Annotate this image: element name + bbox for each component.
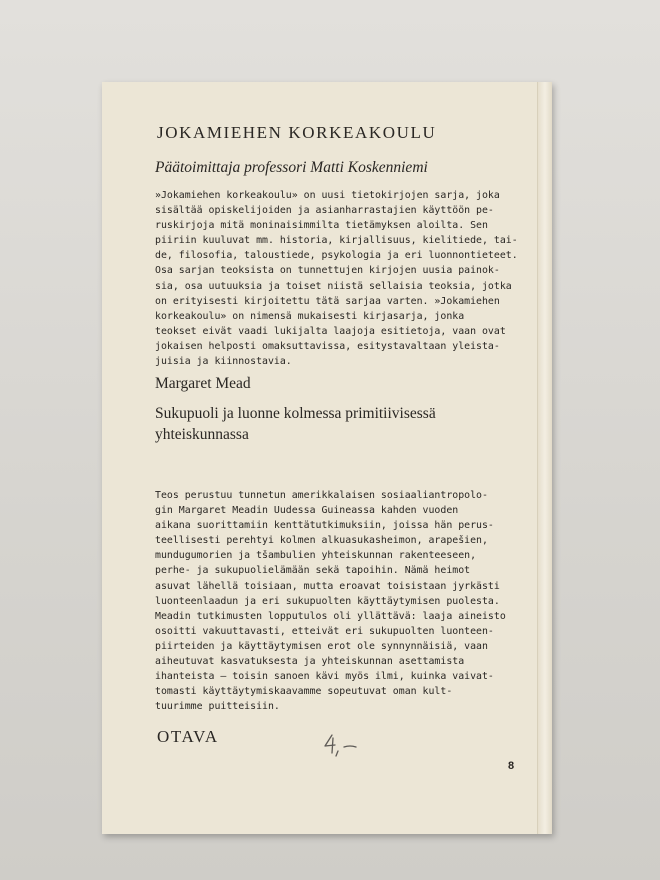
series-description-line: de, filosofia, taloustiede, psykologia ja eri luonnontieteet.: [155, 250, 518, 262]
series-description-line: piiriin kuuluvat mm. historia, kirjallisuus, kielitiede, tai-: [155, 235, 518, 247]
book-title-line: yhteiskunnassa: [155, 426, 249, 443]
series-description: [155, 188, 523, 369]
book-description-line: perhe- ja sukupuolielämään sekä tapoihin. Nämä heimot: [155, 565, 471, 577]
author-name: Margaret Mead: [155, 375, 251, 392]
book-description-line: Meadin tutkimusten lopputulos oli yllättävä: laaja aineisto: [155, 610, 506, 622]
editor-line: Päätoimittaja professori Matti Koskenniemi: [155, 159, 428, 176]
book-description-line: luonteenlaadun ja eri sukupuolten käyttäytymisen puolesta.: [155, 595, 500, 607]
book-description-line: tomasti käyttäytymiskaavamme sopeutuvat oman kult-: [155, 686, 453, 698]
book-description-line: mundugumorien ja tšambulien yhteiskunnan rakenteeseen,: [155, 550, 477, 562]
book-page-edge: [537, 82, 552, 834]
book-description-line: Teos perustuu tunnetun amerikkalaisen sosiaaliantropolo-: [155, 490, 488, 501]
series-description-line: juisia ja kiinnostavia.: [155, 356, 292, 368]
book-description-line: aiheutuvat kasvatuksesta ja yhteiskunnan asettamista: [155, 656, 465, 668]
book-description-line: tuurimme puitteisiin.: [155, 701, 280, 713]
series-description-line: »Jokamiehen korkeakoulu» on uusi tietokirjojen sarja, joka: [155, 190, 500, 201]
book-back-cover: [102, 82, 552, 834]
series-description-line: Osa sarjan teoksista on tunnettujen kirjojen uusia painok-: [155, 265, 500, 277]
book-description-line: aikana suorittamiin kenttätutkimuksiin, joissa hän perus-: [155, 520, 494, 532]
series-description-line: korkeakoulu» on nimensä mukaisesti kirjasarja, jonka: [155, 310, 465, 322]
book-title-line: Sukupuoli ja luonne kolmessa primitiivisessä: [155, 405, 436, 422]
series-description-line: sisältää opiskelijoiden ja asianharrastajien käyttöön pe-: [155, 205, 494, 217]
series-description-line: teokset eivät vaadi lukijalta laajoja esitietoja, vaan ovat: [155, 325, 506, 337]
book-description-line: piirteiden ja käyttäytymisen erot ole synnynnäisiä, vaan: [155, 640, 488, 652]
series-description-line: jokaisen helposti omaksuttavissa, esitystavaltaan yleista-: [155, 340, 500, 352]
book-description: [155, 488, 523, 714]
page-number: 8: [508, 760, 515, 772]
book-title: [155, 403, 535, 445]
book-description-line: ihanteista — toisin sanoen kävi myös ilmi, kuinka vaivat-: [155, 671, 494, 683]
book-description-line: asuvat lähellä toisiaan, mutta eroavat toisistaan jyrkästi: [155, 580, 500, 592]
book-description-line: gin Margaret Meadin Uudessa Guineassa kahden vuoden: [155, 505, 459, 517]
series-description-line: ruskirjoja mitä moninaisimmilta tietämyksen aloilta. Sen: [155, 220, 488, 232]
handwritten-price: [322, 732, 368, 758]
book-description-line: osoitti vakuuttavasti, etteivät eri sukupuolten luonteen-: [155, 625, 494, 637]
book-description-line: teellisesti perehtyi kolmen alkuasukasheimon, arapešien,: [155, 535, 488, 547]
publisher-name: OTAVA: [157, 727, 219, 746]
series-description-line: sia, osa uutuuksia ja toiset niistä sellaisia teoksia, jotka: [155, 280, 512, 292]
series-title: JOKAMIEHEN KORKEAKOULU: [157, 123, 437, 142]
series-description-line: on erityisesti kirjoitettu tätä sarjaa varten. »Jokamiehen: [155, 295, 500, 307]
